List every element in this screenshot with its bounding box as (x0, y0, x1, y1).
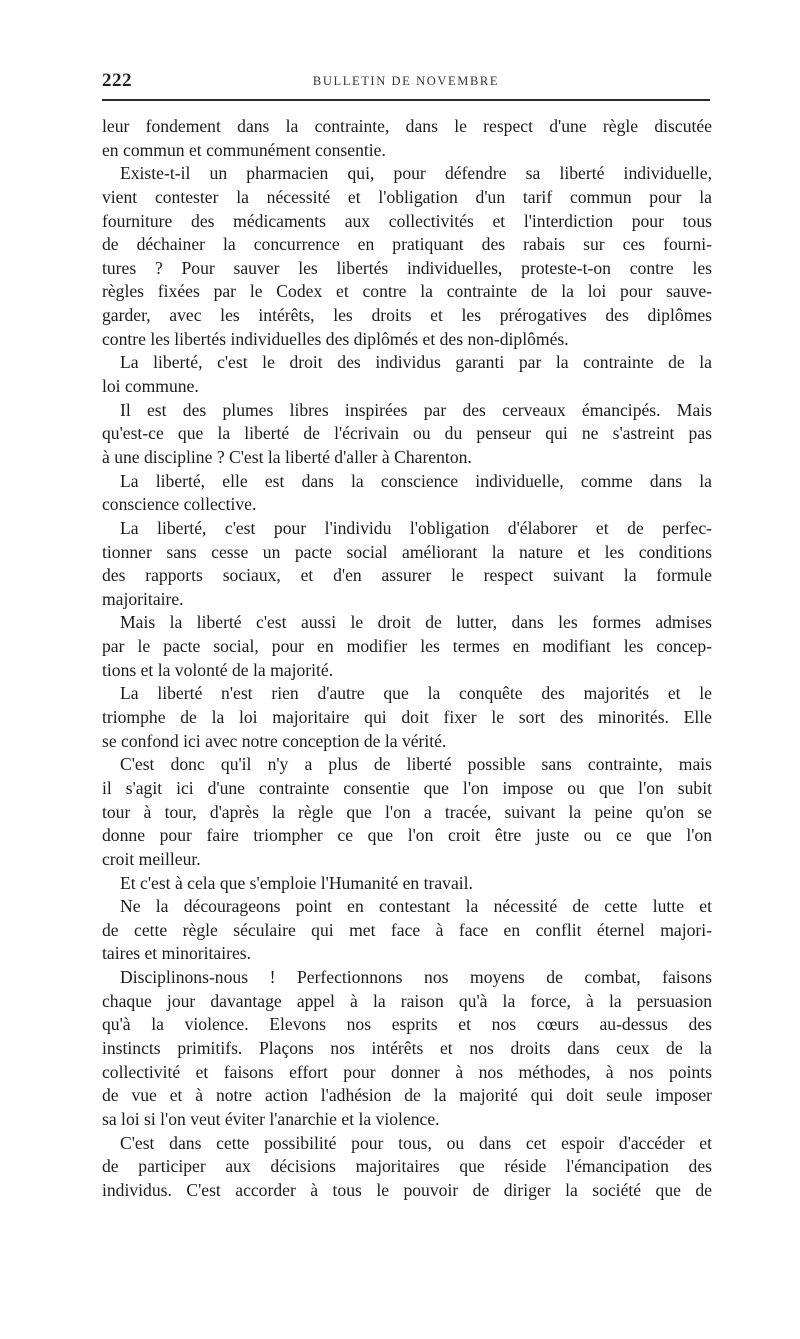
text-line: en commun et communément consentie. (102, 139, 386, 160)
page-number: 222 (102, 70, 132, 91)
text-line: règles fixées par le Codex et contre la contrainte de la loi pour sauve- (102, 281, 712, 302)
text-line: se confond ici avec notre conception de la vérité. (102, 730, 447, 751)
text-line: majoritaire. (102, 588, 184, 609)
text-line: Existe-t-il un pharmacien qui, pour défendre sa liberté individuelle, (120, 163, 712, 184)
running-title: BULLETIN DE NOVEMBRE (312, 74, 500, 88)
text-line: tionner sans cesse un pacte social améliorant la nature et les conditions (102, 541, 712, 562)
text-line: triomphe de la loi majoritaire qui doit fixer le sort des minorités. Elle (102, 707, 712, 728)
text-line: taires et minoritaires. (102, 943, 252, 964)
page-header (102, 68, 710, 98)
text-line: chaque jour davantage appel à la raison qu'à la force, à la persuasion (102, 990, 712, 1011)
text-line: des rapports sociaux, et d'en assurer le respect suivant la formule (102, 565, 712, 586)
text-line: Disciplinons-nous ! Perfectionnons nos moyens de combat, faisons (120, 967, 712, 988)
text-line: de déchainer la concurrence en pratiquant des rabais sur ces fourni- (102, 234, 712, 255)
text-line: de vue et à notre action l'adhésion de la majorité qui doit seule imposer (102, 1085, 712, 1106)
text-line: La liberté, c'est pour l'individu l'obligation d'élaborer et de perfec- (120, 517, 712, 538)
text-line: contre les libertés individuelles des diplômés et des non-diplômés. (102, 328, 569, 349)
text-line: fourniture des médicaments aux collectivités et l'interdiction pour tous (102, 210, 712, 231)
text-line: croit meilleur. (102, 848, 201, 869)
text-line: qu'à la violence. Elevons nos esprits et nos cœurs au-dessus des (102, 1014, 712, 1035)
text-line: de participer aux décisions majoritaires que réside l'émancipation des (102, 1156, 712, 1177)
text-line: leur fondement dans la contrainte, dans le respect d'une règle discutée (102, 116, 712, 136)
text-line: vient contester la nécessité et l'obligation d'un tarif commun pour la (102, 186, 712, 207)
text-line: C'est donc qu'il n'y a plus de liberté possible sans contrainte, mais (120, 754, 712, 775)
text-line: sa loi si l'on veut éviter l'anarchie et la violence. (102, 1108, 440, 1129)
text-line: C'est dans cette possibilité pour tous, ou dans cet espoir d'accéder et (120, 1132, 712, 1153)
text-line: collectivité et faisons effort pour donner à nos méthodes, à nos points (102, 1061, 712, 1082)
text-line: tions et la volonté de la majorité. (102, 659, 334, 680)
text-line: instincts primitifs. Plaçons nos intérêts et nos droits dans ceux de la (102, 1037, 712, 1058)
text-line: tures ? Pour sauver les libertés individuelles, proteste-t-on contre les (102, 257, 712, 278)
header-rule (102, 99, 710, 101)
text-line: tour à tour, d'après la règle que l'on a tracée, suivant la peine qu'on se (102, 801, 712, 822)
text-line: Et c'est à cela que s'emploie l'Humanité en travail. (120, 872, 473, 893)
text-line: Ne la décourageons point en contestant la nécessité de cette lutte et (120, 896, 712, 917)
text-line: donne pour faire triompher ce que l'on croit être juste ou ce que l'on (102, 825, 712, 846)
text-line: La liberté n'est rien d'autre que la conquête des majorités et le (120, 683, 712, 704)
text-line: qu'est-ce que la liberté de l'écrivain ou du penseur qui ne s'astreint pas (102, 423, 712, 444)
text-line: La liberté, c'est le droit des individus garanti par la contrainte de la (120, 352, 712, 373)
text-line: Mais la liberté c'est aussi le droit de lutter, dans les formes admises (120, 612, 712, 633)
text-line: conscience collective. (102, 494, 257, 515)
text-line: de cette règle séculaire qui met face à face en conflit éternel majori- (102, 919, 712, 940)
text-line: à une discipline ? C'est la liberté d'aller à Charenton. (102, 446, 472, 467)
text-line: La liberté, elle est dans la conscience individuelle, comme dans la (120, 470, 712, 491)
text-line: Il est des plumes libres inspirées par des cerveaux émancipés. Mais (120, 399, 712, 420)
text-line: par le pacte social, pour en modifier les termes en modifiant les concep- (102, 636, 712, 657)
text-line: individus. C'est accorder à tous le pouvoir de diriger la société que de (102, 1179, 712, 1200)
text-line: il s'agit ici d'une contrainte consentie que l'on impose ou que l'on subit (102, 777, 712, 798)
text-line: loi commune. (102, 376, 199, 397)
text-line: garder, avec les intérêts, les droits et les prérogatives des diplômes (102, 305, 712, 326)
body-text (102, 115, 712, 1202)
